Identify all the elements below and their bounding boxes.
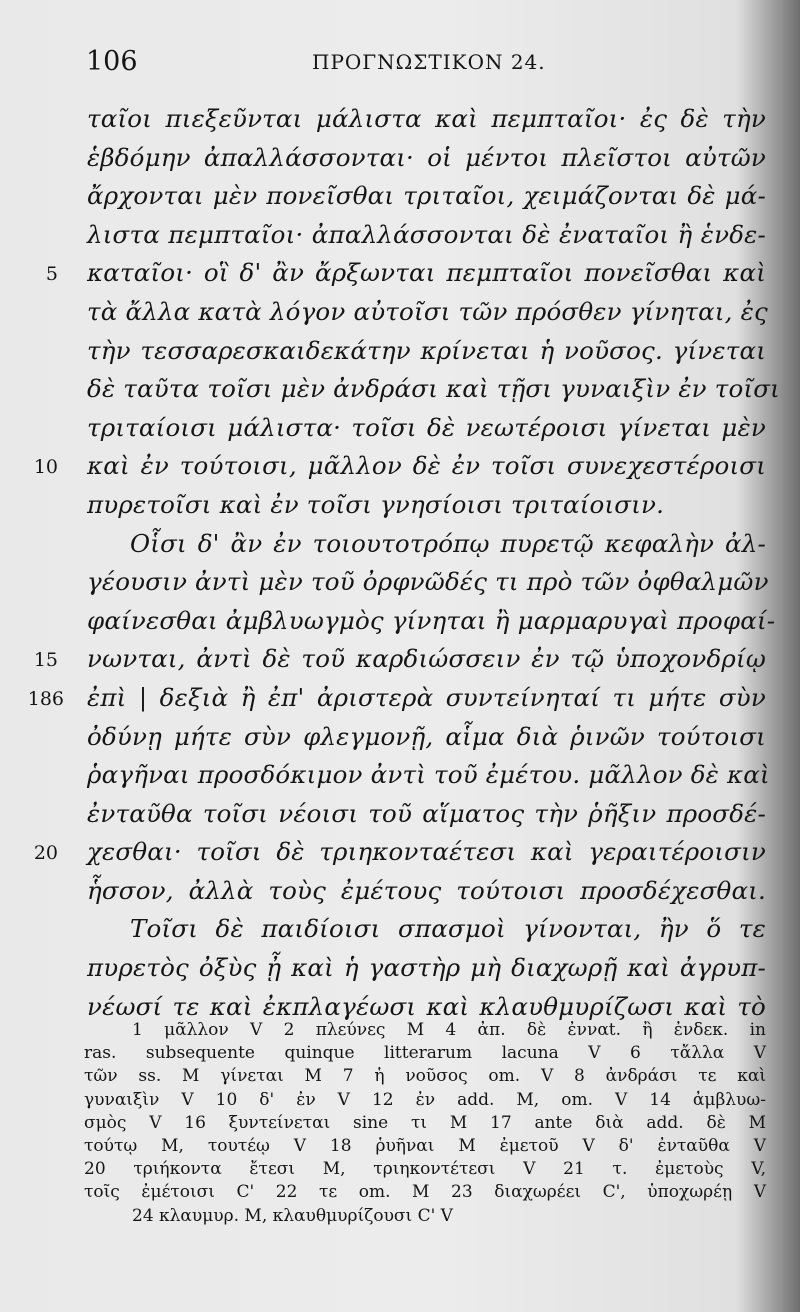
line-text: καὶ ἐν τούτοισι, μᾶλλον δὲ ἐν τοῖσι συνεχεστέροισι [87,451,766,481]
text-line [0,293,800,332]
text-line [0,409,800,448]
text-line [0,100,800,139]
text-line [0,640,800,679]
footnote-line [0,1113,800,1136]
page-number: 106 [86,46,138,77]
footnote-line [0,1182,800,1205]
text-line [0,216,800,255]
footnote-text: τοῖς ἐμέτοισι C' 22 τε om. M 23 διαχωρέει C', ὑποχωρέῃ V [84,1182,766,1203]
text-line [0,872,800,911]
footnote-line [0,1136,800,1159]
text-line [0,563,800,602]
line-text: ἧσσον, ἀλλὰ τοὺς ἐμέτους τούτοισι προσδέχεσθαι. [87,875,766,905]
line-text: νωνται, ἀντὶ δὲ τοῦ καρδιώσσειν ἐν τῷ ὑποχονδρίῳ [87,644,766,674]
line-text: πυρετοῖσι καὶ ἐν τοῖσι γνησίοισι τριταίοισιν. [87,489,665,519]
footnote-line [0,1090,800,1113]
footnote-line [0,1066,800,1089]
footnote-line [0,1043,800,1066]
text-line [0,602,800,641]
text-line [0,910,800,949]
text-line [0,525,800,564]
footnote-text: 1 μᾶλλον V 2 πλεύνες M 4 ἀπ. δὲ ἐνναt. ἢ ἐνδεκ. in [132,1020,766,1040]
line-text: χεσθαι· τοῖσι δὲ τριηκονταέτεσι καὶ γεραιτέροισιν [87,837,766,867]
text-line [0,370,800,409]
footnote-line [0,1159,800,1182]
line-text: καταῖοι· οἳ δ' ἂν ἄρξωνται πεμπταῖοι πονεῖσθαι καὶ [87,258,766,288]
text-line [0,756,800,795]
line-text: ἐπὶ | δεξιὰ ἢ ἐπ' ἀριστερὰ συντείνηταί τι μήτε σὺν [87,682,766,712]
line-number: 10 [33,456,58,479]
line-number: 5 [45,263,58,286]
line-text: Τοῖσι δὲ παιδίοισι σπασμοὶ γίνονται, ἢν ὅ τε [130,914,766,944]
line-text: τὴν τεσσαρεσκαιδεκάτην κρίνεται ἡ νοῦσος. γίνεται [87,335,766,365]
line-text: ἐνταῦθα τοῖσι νέοισι τοῦ αἵματος τὴν ῥῆξιν προσδέ- [87,798,766,828]
running-title: ΠΡΟΓΝΩΣΤΙΚΟΝ 24. [312,50,546,74]
line-text: ῥαγῆναι προσδόκιμον ἀντὶ τοῦ ἐμέτου. μᾶλλον δὲ καὶ [87,760,770,790]
line-text: πυρετὸς ὀξὺς ᾖ καὶ ἡ γαστὴρ μὴ διαχωρῇ καὶ ἀγρυπ- [87,953,766,983]
line-text: γέουσιν ἀντὶ μὲν τοῦ ὀρφνῶδές τι πρὸ τῶν ὀφθαλμῶν [87,567,769,597]
line-text: ταῖοι πιεξεῦνται μάλιστα καὶ πεμπταῖοι· ἐς δὲ τὴν [87,104,766,133]
footnote-text: ras. subsequente quinque litterarum lacuna V 6 τἄλλα V [84,1043,766,1064]
footnote-text: 24 κλαυμυρ. M, κλαυθμυρίζουσι C' V [132,1205,453,1226]
footnote-text: γυναιξὶν V 10 δ' ἐν V 12 ἐν add. M, om. V 14 ἀμβλυω- [84,1089,766,1110]
line-text: τὰ ἄλλα κατὰ λόγον αὐτοῖσι τῶν πρόσθεν γίνηται, ἐς [87,296,768,326]
line-text: Οἷσι δ' ἂν ἐν τοιουτοτρόπῳ πυρετῷ κεφαλὴν ἀλ- [130,528,766,558]
text-line [0,833,800,872]
footnote-text: σμὸς V 16 ξυντείνεται sine τι M 17 ante διὰ add. δὲ M [84,1112,766,1133]
line-text: ὀδύνῃ μήτε σὺν φλεγμονῇ, αἷμα διὰ ῥινῶν τούτοισι [87,721,766,751]
critical-apparatus [0,1020,800,1229]
text-line [0,332,800,371]
line-number: 20 [33,842,58,865]
footnote-text: τούτῳ M, τουτέῳ V 18 ῥυῆναι M ἐμετοῦ V δ' ἐνταῦθα V [84,1135,766,1156]
main-text [0,100,800,1026]
footnote-line [0,1020,800,1043]
text-line [0,718,800,757]
line-text: ἄρχονται μὲν πονεῖσθαι τριταῖοι, χειμάζονται δὲ μά- [87,181,766,211]
line-text: λιστα πεμπταῖοι· ἀπαλλάσσονται δὲ ἐναταῖοι ἢ ἑνδε- [87,219,766,249]
line-text: τριταίοισι μάλιστα· τοῖσι δὲ νεωτέροισι γίνεται μὲν [87,412,766,442]
line-text: ἑβδόμην ἀπαλλάσσονται· οἱ μέντοι πλεῖστοι αὐτῶν [87,142,766,172]
footnote-line [0,1206,800,1229]
line-number: 15 [33,649,58,672]
text-line [0,486,800,525]
line-text: νέωσί τε καὶ ἐκπλαγέωσι καὶ κλαυθμυρίζωσι καὶ τὸ [87,991,766,1021]
text-line [0,447,800,486]
text-line [0,177,800,216]
text-line [0,254,800,293]
page-header [0,42,800,82]
text-line [0,139,800,178]
line-text: φαίνεσθαι ἀμβλυωγμὸς γίνηται ἢ μαρμαρυγαὶ προφαί- [87,605,776,635]
text-line [0,949,800,988]
footnote-text: 20 τριήκοντα ἔτεσι M, τριηκοντέτεσι V 21 τ. ἐμετοὺς V, [84,1159,766,1180]
text-line [0,679,800,718]
text-line [0,795,800,834]
footnote-text: τῶν ss. M γίνεται M 7 ἡ νοῦσος om. V 8 ἀνδράσι τε καὶ [84,1066,766,1087]
margin-page-reference: 186 [27,687,64,710]
line-text: δὲ ταῦτα τοῖσι μὲν ἀνδράσι καὶ τῇσι γυναιξὶν ἐν τοῖσι [87,374,780,404]
